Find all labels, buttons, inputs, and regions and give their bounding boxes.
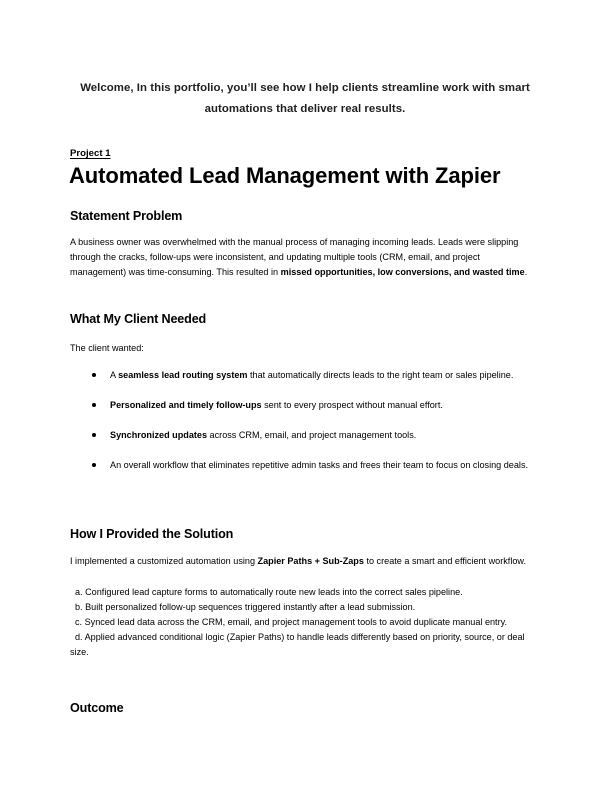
solution-steps-list [70,585,534,660]
project-label: Project 1 [70,148,111,159]
list-item-lead: A [110,370,119,380]
heading-statement-problem: Statement Problem [70,209,183,223]
list-item [70,398,534,413]
list-item: d. Applied advanced conditional logic (Zapier Paths) to handle leads differently based on priority, source, or deal size. [70,632,525,658]
welcome-banner: Welcome, In this portfolio, you’ll see how I help clients streamline work with smart automations that deliver real results. [80,82,530,115]
heading-solution: How I Provided the Solution [70,527,234,541]
list-item-rest: sent to every prospect without manual effort. [261,400,443,411]
statement-problem-body [70,235,534,280]
statement-problem-emphasis: missed opportunities, low conversions, and wasted time [280,267,525,278]
list-item-emphasis: Synchronized updates [110,430,208,441]
bullet-dot-icon [92,403,96,407]
bullet-dot-icon [92,433,96,437]
page-title: Automated Lead Management with Zapier [69,163,501,188]
solution-intro-emphasis: Zapier Paths + Sub-Zaps [257,556,364,566]
list-item: b. Built personalized follow-up sequences triggered instantly after a lead submission. [75,602,416,613]
solution-intro-text: I implemented a customized automation using [70,556,258,566]
list-item [70,368,534,383]
list-item-rest: that eliminates repetitive admin tasks and frees their team to focus on closing deals. [188,460,529,471]
list-item-emphasis: Personalized and timely follow-ups [110,400,262,411]
client-needs-list [70,368,534,473]
list-item-emphasis: seamless lead routing system [118,370,248,380]
list-item [70,428,534,443]
list-item-lead: An overall workflow [110,460,189,471]
solution-intro [70,554,534,569]
bullet-dot-icon [92,463,96,467]
client-needs-intro: The client wanted: [70,343,144,353]
heading-outcome: Outcome [70,701,124,715]
bullet-dot-icon [92,373,96,377]
list-item-rest: across CRM, email, and project management tools. [207,430,417,441]
heading-client-needs: What My Client Needed [70,312,207,326]
statement-problem-tail: . [524,267,528,278]
statement-problem-text: A business owner was overwhelmed with the manual process of managing incoming leads. Leads were slipping through the cracks, follow-ups were inconsistent, and updating multiple tools (CRM, email, and project management) was time-consuming. This resulted in [70,237,519,278]
list-item [70,458,534,473]
list-item-rest: that automatically directs leads to the right team or sales pipeline. [247,370,514,380]
solution-intro-tail: to create a smart and efficient workflow. [363,556,527,566]
list-item: a. Configured lead capture forms to automatically route new leads into the correct sales pipeline. [75,587,463,597]
list-item: c. Synced lead data across the CRM, email, and project management tools to avoid duplicate manual entry. [75,617,508,628]
